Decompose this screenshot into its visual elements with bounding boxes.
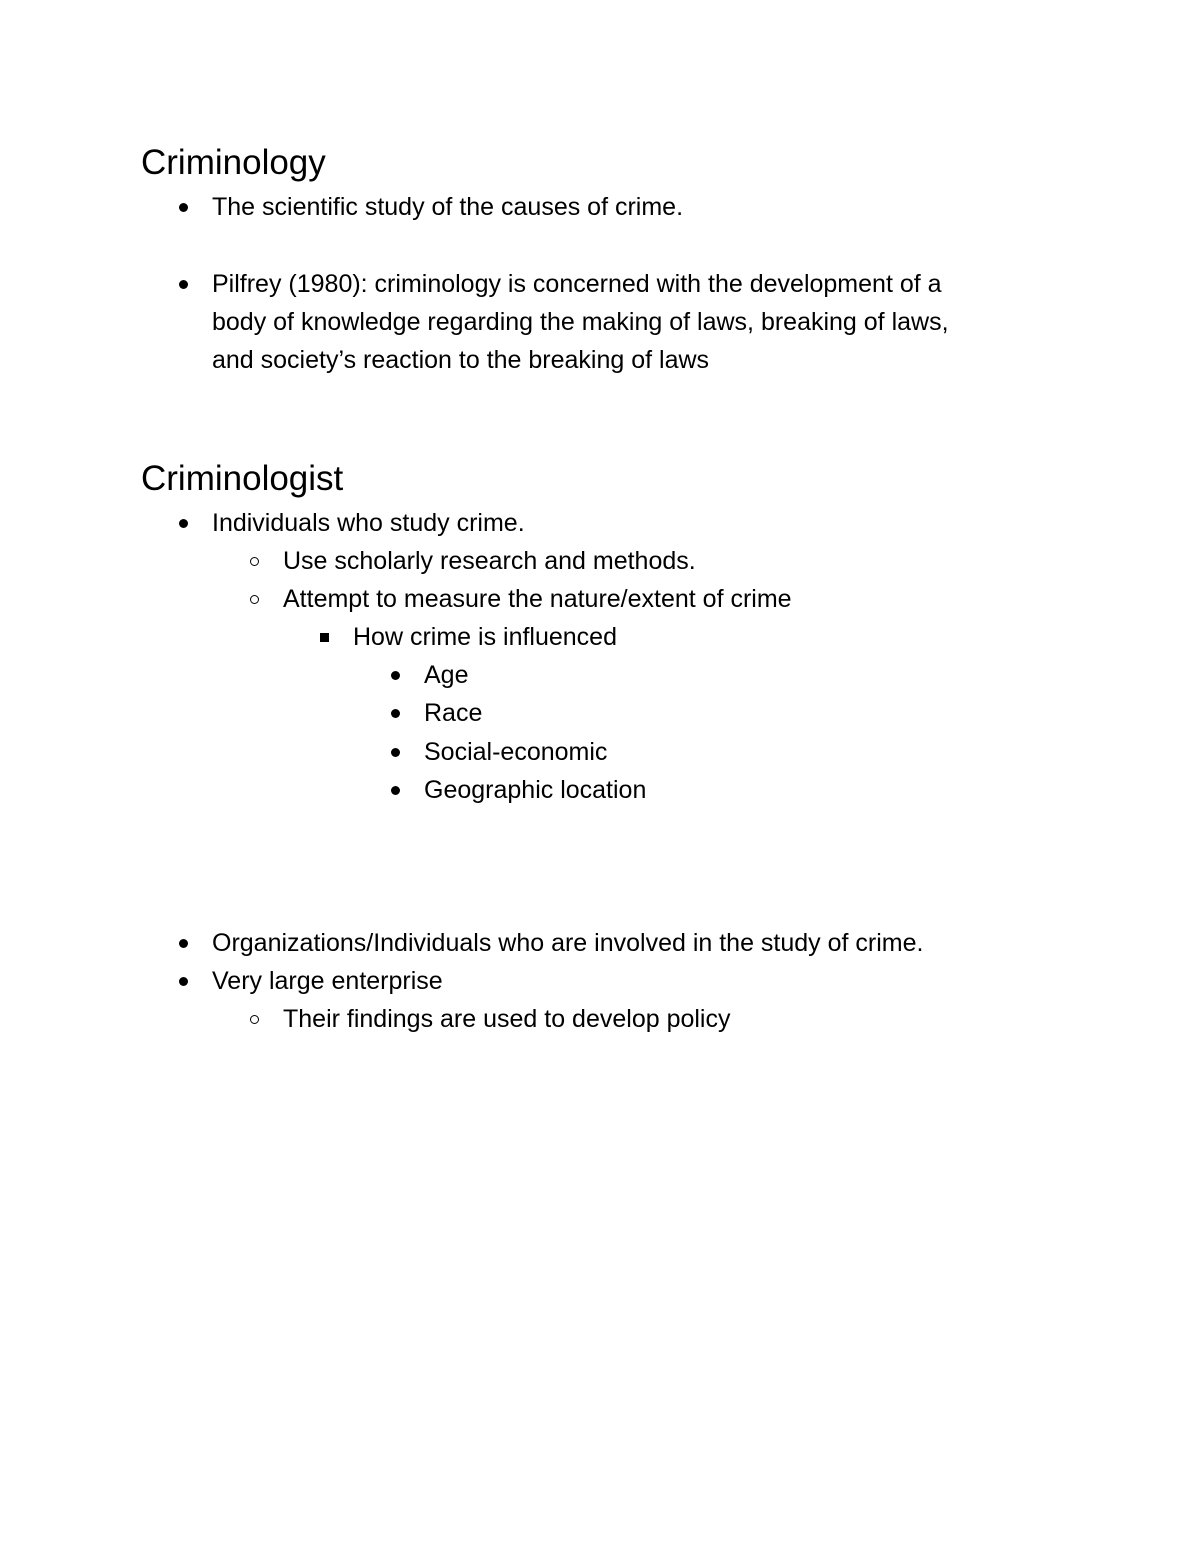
list-item-text: Very large enterprise: [212, 967, 443, 995]
list-item-text: Age: [424, 661, 469, 689]
list-item: [250, 1000, 731, 1038]
list-item-text: Use scholarly research and methods.: [283, 547, 696, 575]
list-item-text: Social-economic: [424, 738, 608, 766]
list-item: [179, 188, 683, 226]
heading-criminologist: Criminologist: [141, 459, 344, 498]
list-item: [250, 580, 792, 618]
list-item-text: Race: [424, 699, 483, 727]
list-item: [320, 618, 617, 656]
heading-criminology: Criminology: [141, 143, 326, 182]
list-item: [179, 504, 525, 542]
list-item: [179, 265, 949, 379]
list-item-text-continued: body of knowledge regarding the making of laws, breaking of laws,: [212, 308, 949, 336]
list-item: [391, 771, 646, 809]
list-item-text: The scientific study of the causes of crime.: [212, 193, 684, 221]
list-item: [179, 962, 443, 1000]
list-item-text-continued: and society’s reaction to the breaking of laws: [212, 346, 710, 374]
list-item: [391, 656, 468, 694]
list-item-text: Attempt to measure the nature/extent of crime: [283, 585, 792, 613]
list-item-text: Individuals who study crime.: [212, 509, 525, 537]
list-item: [250, 542, 696, 580]
list-item-text: Pilfrey (1980): criminology is concerned with the development of a: [212, 270, 942, 298]
list-item-text: Geographic location: [424, 776, 647, 804]
list-item: [391, 694, 482, 732]
list-item-text: Their findings are used to develop policy: [283, 1005, 731, 1033]
list-item-text: How crime is influenced: [353, 623, 617, 651]
list-item: [179, 924, 923, 962]
list-item: [391, 733, 607, 771]
list-item-text: Organizations/Individuals who are involved in the study of crime.: [212, 929, 924, 957]
